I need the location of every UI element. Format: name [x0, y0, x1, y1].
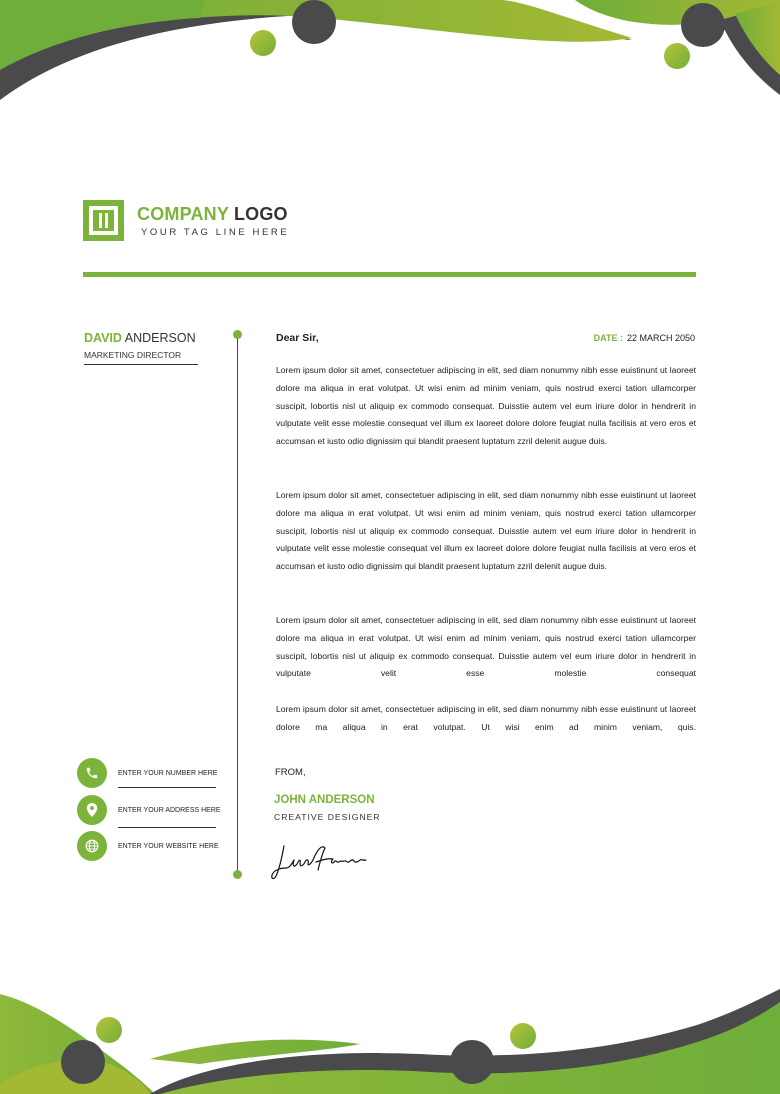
dark-circle-icon — [681, 3, 725, 47]
contact-website — [77, 831, 223, 861]
divider-bottom-dot — [233, 870, 242, 879]
vertical-divider — [237, 334, 238, 874]
header-divider — [83, 272, 696, 277]
contact-divider — [118, 787, 216, 788]
sender-block — [84, 331, 198, 365]
green-circle-icon — [510, 1023, 536, 1049]
letter-paragraph: Lorem ipsum dolor sit amet, consectetuer adipiscing in elit, sed diam nonummy nibh esse euistinunt ut laoreet dolore ma aliqua in erat volutpat. Ut wisi enim ad minim veniam, quis nostrud exerci tation ullamcorper suscipit, lobortis nisl ut aliquip ex commodo consequat. Duisstie autem vel eum iriure dolor in hendrerit in vulputate velit esse molestie consequat vel illum ex laoreet dolore dolore feugiat nulla facilisis at vero eros et accumsan et iusto odio dignissim qui blandit praesent luptatum zzril delenit augue duis. — [276, 490, 696, 572]
letter-greeting: Dear Sir, — [276, 332, 319, 344]
letter-paragraph: Lorem ipsum dolor sit amet, consectetuer adipiscing in elit, sed diam nonummy nibh esse euistinunt ut laoreet dolore ma aliqua in erat volutpat. Ut wisi enim ad minim veniam, quis nostrud exerci tation ullamcorper suscipit, lobortis nisl ut aliquip ex commodo consequat. Duisstie autem vel eum iriure dolor in hendrerit in vulputate velit esse molestie consequat — [276, 615, 696, 679]
contact-phone-text: ENTER YOUR NUMBER HERE — [118, 769, 218, 777]
letter-date: DATE : 22 MARCH 2050 — [593, 333, 695, 343]
contact-phone — [77, 758, 223, 788]
footer-wave-decoration — [0, 954, 780, 1094]
letter-paragraph: Lorem ipsum dolor sit amet, consectetuer adipiscing in elit, sed diam nonummy nibh esse euistinunt ut laoreet dolore ma aliqua in erat volutpat. Ut wisi enim ad minim veniam, quis. — [276, 704, 696, 732]
contact-website-text: ENTER YOUR WEBSITE HERE — [118, 842, 219, 850]
contact-address-text: ENTER YOUR ADDRESS HERE — [118, 806, 221, 814]
company-logo — [83, 200, 289, 241]
divider-top-dot — [233, 330, 242, 339]
company-name: COMPANY LOGO — [137, 203, 288, 224]
phone-icon — [77, 758, 107, 788]
dark-circle-icon — [292, 0, 336, 44]
location-pin-icon — [77, 795, 107, 825]
green-circle-icon — [664, 43, 690, 69]
company-tagline: YOUR TAG LINE HERE — [141, 226, 290, 238]
letter-paragraph: Lorem ipsum dolor sit amet, consectetuer adipiscing in elit, sed diam nonummy nibh esse euistinunt ut laoreet dolore ma aliqua in erat volutpat. Ut wisi enim ad minim veniam, quis nostrud exerci tation ullamcorper suscipit, lobortis nisl ut aliquip ex commodo consequat. Duisstie autem vel eum iriure dolor in hendrerit in vulputate velit esse molestie consequat vel illum ex laoreet dolore dolore feugiat nulla facilisis at vero eros et accumsan et iusto odio dignissim qui blandit praesent luptatum zzril delenit augue duis. — [276, 365, 696, 447]
sender-role: MARKETING DIRECTOR — [84, 350, 198, 365]
globe-icon — [77, 831, 107, 861]
green-circle-icon — [250, 30, 276, 56]
signer-name: JOHN ANDERSON — [274, 794, 375, 806]
green-circle-icon — [96, 1017, 122, 1043]
logo-mark-icon — [83, 200, 124, 241]
signature-icon — [270, 838, 370, 882]
sender-name: DAVID ANDERSON — [84, 331, 196, 345]
dark-circle-icon — [61, 1040, 105, 1084]
dark-circle-icon — [450, 1040, 494, 1084]
closing-from: FROM, — [275, 767, 306, 778]
contact-address — [77, 795, 223, 825]
header-wave-decoration — [0, 0, 780, 150]
signer-role: CREATIVE DESIGNER — [274, 812, 381, 822]
contact-divider — [118, 827, 216, 828]
